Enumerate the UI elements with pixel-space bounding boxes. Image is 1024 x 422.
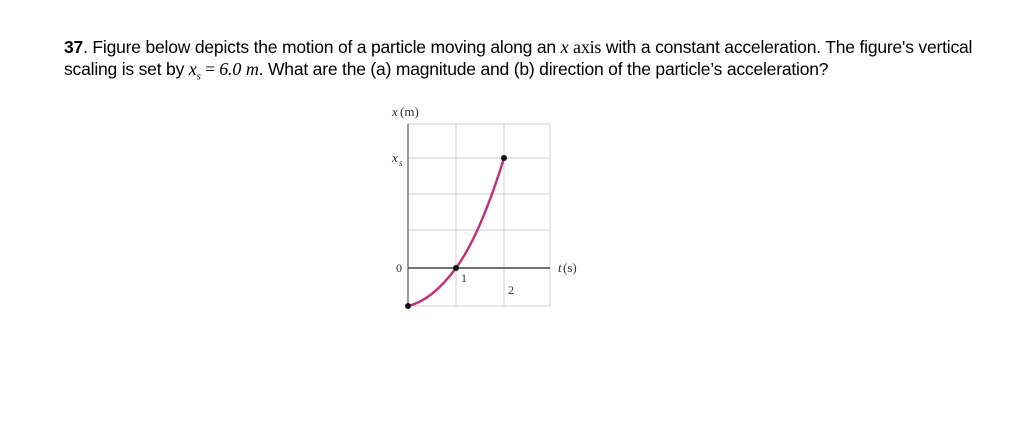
scale-sub: s [196, 70, 201, 83]
x-axis-label-unit: (s) [563, 260, 577, 275]
x-axis-label-var: t [558, 260, 562, 275]
problem-number: 37 [64, 37, 84, 57]
var-x: x [560, 37, 569, 57]
x-tick-1: 1 [461, 271, 467, 285]
y-tick-xs: x [392, 150, 398, 165]
point-start [405, 303, 411, 309]
problem-text-3: . What are the (a) magnitude and (b) direction of the particle’s acceleration? [258, 59, 829, 79]
problem-text-2: with a constant acceleration. The figure's vertical scaling is set by [64, 37, 973, 79]
motion-graph-svg [360, 100, 600, 320]
y-axis-label-unit: (m) [400, 104, 419, 119]
point-end [501, 155, 507, 161]
grid [408, 124, 550, 306]
point-crossing [453, 265, 459, 271]
problem-text-1: . Figure below depicts the motion of a particle moving along an [83, 37, 561, 57]
scale-eq: = [200, 59, 220, 79]
scale-value: 6.0 [219, 59, 242, 79]
y-tick-zero: 0 [396, 261, 402, 275]
scale-var: x [188, 59, 197, 79]
axis-word: axis [573, 37, 602, 57]
scale-unit: m [245, 59, 259, 79]
motion-graph [360, 100, 600, 320]
problem-statement [64, 36, 1004, 88]
y-tick-xs-sub: s [399, 158, 403, 168]
y-axis-label-var: x [392, 104, 398, 119]
x-tick-2: 2 [508, 283, 514, 297]
